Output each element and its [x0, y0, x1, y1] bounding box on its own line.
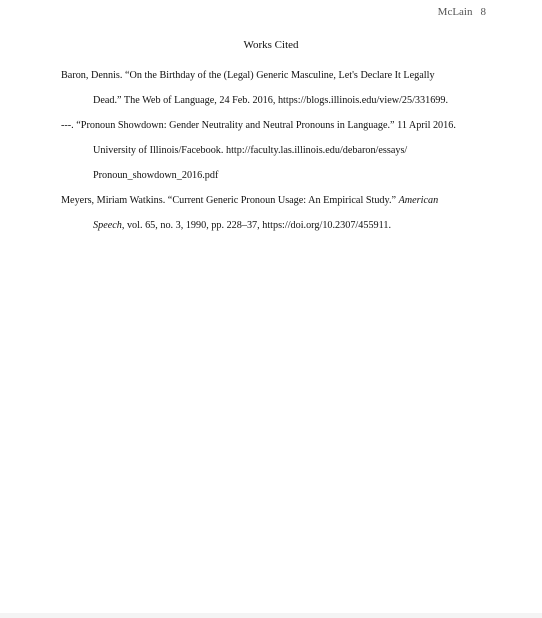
citation-line — [61, 188, 489, 213]
citation-line: ---. “Pronoun Showdown: Gender Neutrality and Neutral Pronouns in Language.” 11 April 2016. — [61, 120, 456, 131]
works-cited-heading: Works Cited — [243, 39, 299, 51]
citation-text: Meyers, Miriam Watkins. “Current Generic Pronoun Usage: An Empirical Study.” — [61, 195, 399, 206]
citation-line: Baron, Dennis. “On the Birthday of the (Legal) Generic Masculine, Let's Declare It Legally — [61, 70, 435, 81]
citation-entry-baron-showdown — [61, 113, 489, 188]
citation-entry-baron-birthday — [61, 63, 489, 113]
header-page-number: 8 — [480, 6, 486, 18]
citation-entry-meyers — [61, 188, 489, 238]
citation-list — [61, 63, 489, 238]
journal-title-part: Speech — [93, 220, 122, 231]
running-header — [438, 6, 486, 18]
page-bottom-edge — [0, 613, 542, 618]
journal-title-part: American — [398, 195, 439, 206]
citation-line: Dead.” The Web of Language, 24 Feb. 2016, https://blogs.illinois.edu/view/25/331699. — [93, 95, 449, 106]
citation-line: Pronoun_showdown_2016.pdf — [93, 170, 219, 181]
citation-line — [61, 213, 489, 238]
citation-line: University of Illinois/Facebook. http://faculty.las.illinois.edu/debaron/essays/ — [93, 145, 408, 156]
header-author: McLain — [437, 6, 473, 18]
citation-text: , vol. 65, no. 3, 1990, pp. 228–37, https://doi.org/10.2307/455911. — [121, 220, 391, 231]
